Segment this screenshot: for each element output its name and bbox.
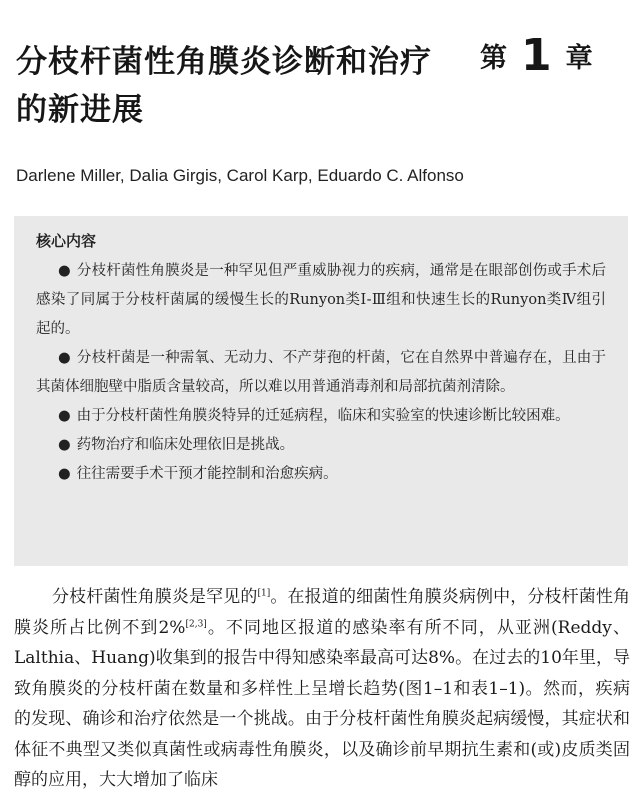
key-point-item: [36, 257, 606, 344]
bullet-icon: ●: [58, 350, 71, 366]
chapter-title: 分枝杆菌性角膜炎诊断和治疗的新进展: [16, 44, 432, 128]
bullet-icon: ●: [58, 408, 71, 424]
key-point-text: 往往需要手术干预才能控制和治愈疾病。: [76, 466, 338, 482]
key-point-text: 分枝杆菌性角膜炎是一种罕见但严重威胁视力的疾病，通常是在眼部创伤或手术后感染了同属于分枝杆菌属的缓慢生长的Runyon类Ⅰ-Ⅲ组和快速生长的Runyon类Ⅳ组引起的。: [36, 263, 606, 337]
chapter-label-suffix: 章: [565, 43, 593, 74]
key-points-heading: 核心内容: [36, 232, 97, 250]
key-point-item: [36, 460, 606, 489]
key-point-text: 分枝杆菌是一种需氧、无动力、不产芽孢的杆菌，它在自然界中普遍存在，且由于其菌体细胞壁中脂质含量较高，所以难以用普通消毒剂和局部抗菌剂清除。: [36, 350, 606, 395]
chapter-number: 1: [521, 30, 552, 81]
key-point-item: [36, 431, 606, 460]
key-points-box: [14, 216, 628, 566]
bullet-icon: ●: [58, 263, 71, 279]
citation-ref[interactable]: [1]: [257, 588, 271, 599]
chapter-label-prefix: 第: [480, 43, 507, 74]
key-point-item: [36, 402, 606, 431]
body-text-segment: 。不同地区报道的感染率有所不同，从亚洲(Reddy、Lalthia、Huang)收集到的报告中得知感染率最高可达8%。在过去的10年里，导致角膜炎的分枝杆菌在数量和多样性上呈增长趋势(图1–1和表1–1)。然而，疾病的发现、确诊和治疗依然是一个挑战。由于分枝杆菌性角膜炎起病缓慢，其症状和体征不典型又类似真菌性或病毒性角膜炎，以及确诊前早期抗生素和(或)皮质类固醇的应用，大大增加了临床: [14, 617, 630, 790]
body-text-segment: 。在报道的细菌性角膜炎病例中，分枝杆菌性角膜炎所占比例不到2%: [14, 587, 631, 638]
chapter-number-label: [480, 30, 593, 81]
body-text-segment: 分枝杆菌性角膜炎是罕见的: [52, 587, 258, 607]
citation-ref[interactable]: [2,3]: [185, 618, 207, 629]
bullet-icon: ●: [58, 466, 71, 482]
key-point-text: 药物治疗和临床处理依旧是挑战。: [76, 437, 295, 453]
author-list: Darlene Miller, Dalia Girgis, Carol Karp, Eduardo C. Alfonso: [16, 166, 464, 185]
body-paragraph: [14, 582, 630, 796]
key-point-item: [36, 344, 606, 402]
bullet-icon: ●: [58, 437, 71, 453]
key-point-text: 由于分枝杆菌性角膜炎特异的迁延病程，临床和实验室的快速诊断比较困难。: [76, 408, 570, 424]
